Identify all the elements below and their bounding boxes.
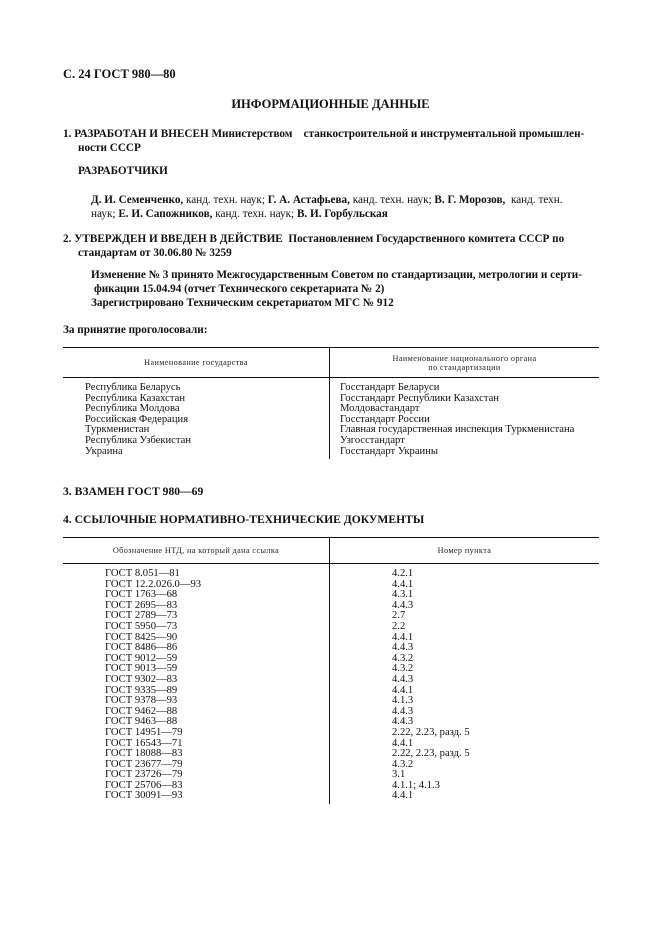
- developer-name: Д. И. Семенченко,: [91, 194, 184, 206]
- clause-number-cell: 4.3.2: [392, 758, 414, 770]
- clause-number-cell: 2.2: [392, 620, 406, 632]
- clause-number-cell: 3.1: [392, 769, 406, 781]
- table-row: [63, 675, 599, 686]
- developer-degree: канд. техн. наук;: [186, 194, 265, 206]
- page-title: ИНФОРМАЦИОННЫЕ ДАННЫЕ: [231, 97, 430, 111]
- developer-degree: канд. техн. наук;: [352, 194, 432, 206]
- clause-number-cell: 4.2.1: [392, 568, 414, 579]
- amendment-registration: Зарегистрировано Техническим секретариатом МГС № 912: [91, 297, 394, 309]
- section-4-heading: 4. ССЫЛОЧНЫЕ НОРМАТИВНО-ТЕХНИЧЕСКИЕ ДОКУМЕНТЫ: [63, 513, 425, 526]
- vote-col-body-header: [330, 348, 600, 378]
- voting-table: [63, 347, 599, 459]
- standards-body-cell: Госстандарт России: [340, 413, 430, 425]
- ntd-designation-cell: ГОСТ 9013—59: [63, 664, 330, 675]
- ntd-designation-cell: ГОСТ 12.2.026.0—93: [63, 580, 330, 591]
- ntd-designation-cell: ГОСТ 14951—79: [63, 728, 330, 739]
- page-header: С. 24 ГОСТ 980—80: [63, 67, 176, 81]
- clause-number-cell: 4.4.1: [392, 737, 414, 749]
- ntd-designation-cell: ГОСТ 2695—83: [63, 601, 330, 612]
- ref-col-item-header: Номер пункта: [330, 538, 600, 564]
- standards-body-cell: Узгосстандарт: [340, 434, 405, 446]
- table-row: [63, 378, 599, 394]
- state-name-cell: Республика Узбекистан: [63, 436, 330, 447]
- ntd-designation-cell: ГОСТ 30091—93: [63, 791, 330, 804]
- table-row: [63, 564, 599, 580]
- clause-number-cell: 2.22, 2.23, разд. 5: [392, 726, 470, 738]
- standards-body-cell: Молдовастандарт: [340, 403, 420, 415]
- state-name-cell: Республика Беларусь: [63, 378, 330, 394]
- vote-col-state-header: Наименование государства: [63, 348, 330, 378]
- developers-heading: РАЗРАБОТЧИКИ: [78, 165, 168, 177]
- developer-name: В. Г. Морозов,: [434, 194, 506, 206]
- clause-number-cell: 4.4.3: [392, 642, 414, 654]
- table-row: [63, 791, 599, 804]
- clause-number-cell: 4.3.2: [392, 663, 414, 675]
- ntd-designation-cell: ГОСТ 8425—90: [63, 633, 330, 644]
- clause-number-cell: 2.22, 2.23, разд. 5: [392, 748, 470, 760]
- ntd-designation-cell: ГОСТ 9302—83: [63, 675, 330, 686]
- table-row: [63, 728, 599, 739]
- section-1-line2: ности СССР: [78, 142, 141, 154]
- state-name-cell: Российская Федерация: [63, 415, 330, 426]
- amendment-line: Изменение № 3 принято Межгосударственным Советом по стандартизации, метрологии и серти-: [91, 269, 582, 281]
- standards-body-cell: Госстандарт Украины: [340, 445, 438, 457]
- ntd-designation-cell: ГОСТ 9012—59: [63, 654, 330, 665]
- amendment-line: фикации 15.04.94 (отчет Технического секретариата № 2): [94, 283, 385, 295]
- clause-number-cell: 4.4.1: [392, 684, 414, 696]
- clause-number-cell: 2.7: [392, 610, 406, 622]
- clause-number-cell: 4.4.3: [392, 673, 414, 685]
- standards-body-cell: Госстандарт Беларуси: [340, 382, 440, 393]
- developer-name: Г. А. Астафьева,: [267, 194, 350, 206]
- ref-col-doc-header: Обозначение НТД, на который дана ссылка: [63, 538, 330, 564]
- section-1-lead: 1. РАЗРАБОТАН И ВНЕСЕН Министерством: [63, 128, 293, 140]
- developer-name: В. И. Горбульская: [296, 208, 388, 220]
- standards-body-cell: Главная государственная инспекция Туркменистана: [340, 424, 575, 436]
- clause-number-cell: 4.4.3: [392, 599, 414, 611]
- amendment-note: [91, 268, 601, 310]
- table-row: [63, 447, 599, 460]
- clause-number-cell: 4.3.2: [392, 652, 414, 664]
- developer-degree: канд. техн.: [510, 194, 563, 206]
- clause-number-cell: 4.4.1: [392, 631, 414, 643]
- ntd-designation-cell: ГОСТ 16543—71: [63, 739, 330, 750]
- clause-number-cell: 4.4.3: [392, 705, 414, 717]
- section-1-rest: станкостроительной и инструментальной промышлен-: [303, 128, 585, 140]
- section-2-rest: Постановлением Государственного комитета СССР по: [288, 233, 565, 245]
- developer-degree: наук;: [91, 208, 116, 220]
- ntd-designation-cell: ГОСТ 23677—79: [63, 760, 330, 771]
- ntd-designation-cell: ГОСТ 9462—88: [63, 707, 330, 718]
- vote-label: За принятие проголосовали:: [63, 324, 208, 336]
- ntd-designation-cell: ГОСТ 9463—88: [63, 717, 330, 728]
- section-2-line2: стандартам от 30.06.80 № 3259: [78, 247, 232, 259]
- ntd-designation-cell: ГОСТ 5950—73: [63, 622, 330, 633]
- ntd-designation-cell: ГОСТ 18088—83: [63, 749, 330, 760]
- ntd-designation-cell: ГОСТ 8486—86: [63, 643, 330, 654]
- section-2-approved: [63, 232, 603, 260]
- section-3-replaces: 3. ВЗАМЕН ГОСТ 980—69: [63, 485, 204, 498]
- table-row: [63, 436, 599, 447]
- ntd-designation-cell: ГОСТ 2789—73: [63, 611, 330, 622]
- clause-number-cell: 4.1.1; 4.1.3: [392, 779, 440, 791]
- table-row: [63, 622, 599, 633]
- developer-degree: канд. техн. наук;: [215, 208, 295, 220]
- clause-number-cell: 4.3.1: [392, 589, 414, 601]
- state-name-cell: Республика Казахстан: [63, 394, 330, 405]
- ntd-designation-cell: ГОСТ 8.051—81: [63, 564, 330, 580]
- state-name-cell: Украина: [63, 447, 330, 460]
- section-1-developed-by: [63, 127, 603, 155]
- ntd-designation-cell: ГОСТ 25706—83: [63, 781, 330, 792]
- ntd-designation-cell: ГОСТ 23726—79: [63, 770, 330, 781]
- vote-col-body-header-line: Наименование национального органа: [392, 353, 537, 363]
- clause-number-cell: 4.1.3: [392, 695, 414, 707]
- developers-list: [91, 193, 603, 221]
- state-name-cell: Туркменистан: [63, 425, 330, 436]
- standards-body-cell: Госстандарт Республики Казахстан: [340, 392, 499, 404]
- clause-number-cell: 4.4.3: [392, 716, 414, 728]
- developer-name: Е. И. Сапожников,: [118, 208, 213, 220]
- section-2-lead: 2. УТВЕРЖДЕН И ВВЕДЕН В ДЕЙСТВИЕ: [63, 233, 283, 245]
- ntd-designation-cell: ГОСТ 1763—68: [63, 590, 330, 601]
- references-table: [63, 537, 599, 804]
- clause-number-cell: 4.4.1: [392, 578, 414, 590]
- ntd-designation-cell: ГОСТ 9378—93: [63, 696, 330, 707]
- vote-col-body-header-line: по стандартизации: [428, 362, 501, 372]
- ntd-designation-cell: ГОСТ 9335—89: [63, 686, 330, 697]
- clause-number-cell: 4.4.1: [392, 790, 414, 802]
- state-name-cell: Республика Молдова: [63, 404, 330, 415]
